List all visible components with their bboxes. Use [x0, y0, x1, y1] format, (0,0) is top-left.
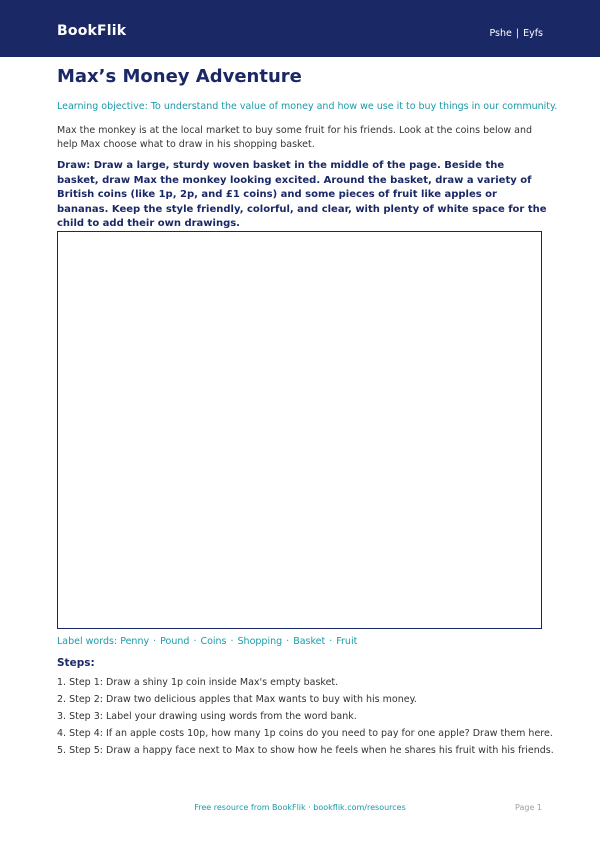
subject-label: Pshe — [489, 28, 512, 39]
draw-prompt: Draw: Draw a large, sturdy woven basket in the middle of the page. Beside the basket, draw Max the monkey looking excited. Around the basket, draw a variety of British coins (like 1p, 2p, and £1 coins) and some pieces of fruit like apples or bananas. Keep the style friendly, colorful, and clear, with plenty of white space for the child to add their own drawings. — [57, 160, 547, 229]
label-word: Pound — [160, 636, 190, 647]
step-item: 1. Step 1: Draw a shiny 1p coin inside Max's empty basket. — [57, 677, 339, 688]
brand-logo[interactable]: BookFlik — [57, 23, 127, 39]
step-item: 5. Step 5: Draw a happy face next to Max to show how he feels when he shares his fruit with his friends. — [57, 745, 554, 756]
worksheet-title: Max’s Money Adventure — [57, 66, 302, 87]
meta-separator: | — [515, 28, 520, 39]
label-word: Penny — [120, 636, 150, 647]
label-word: Fruit — [336, 636, 358, 647]
learning-objective: Learning objective: To understand the value of money and how we use it to buy things in our community. — [57, 101, 558, 112]
footer-credit-link[interactable]: Free resource from BookFlik · bookflik.com/resources — [194, 803, 406, 812]
label-word: Shopping — [237, 636, 283, 647]
drawing-area[interactable] — [57, 231, 542, 629]
label-words-prefix: Label words: — [57, 636, 118, 647]
header-meta — [489, 28, 543, 39]
steps-heading: Steps: — [57, 657, 95, 669]
label-word: Basket — [293, 636, 326, 647]
header-bar — [0, 0, 600, 57]
steps-list — [57, 676, 554, 761]
label-words: Label words: Penny · Pound · Coins · Shopping · Basket · Fruit — [57, 636, 358, 647]
step-item: 4. Step 4: If an apple costs 10p, how many 1p coins do you need to pay for one apple? Draw them here. — [57, 728, 553, 739]
level-label: Eyfs — [523, 28, 543, 39]
label-word: Coins — [200, 636, 227, 647]
step-item: 2. Step 2: Draw two delicious apples that Max wants to buy with his money. — [57, 694, 417, 705]
intro-text: Max the monkey is at the local market to buy some fruit for his friends. Look at the coins below and help Max choose what to draw in his shopping basket. — [57, 125, 533, 150]
step-item: 3. Step 3: Label your drawing using words from the word bank. — [57, 711, 357, 722]
page-number: Page 1 — [515, 803, 542, 812]
